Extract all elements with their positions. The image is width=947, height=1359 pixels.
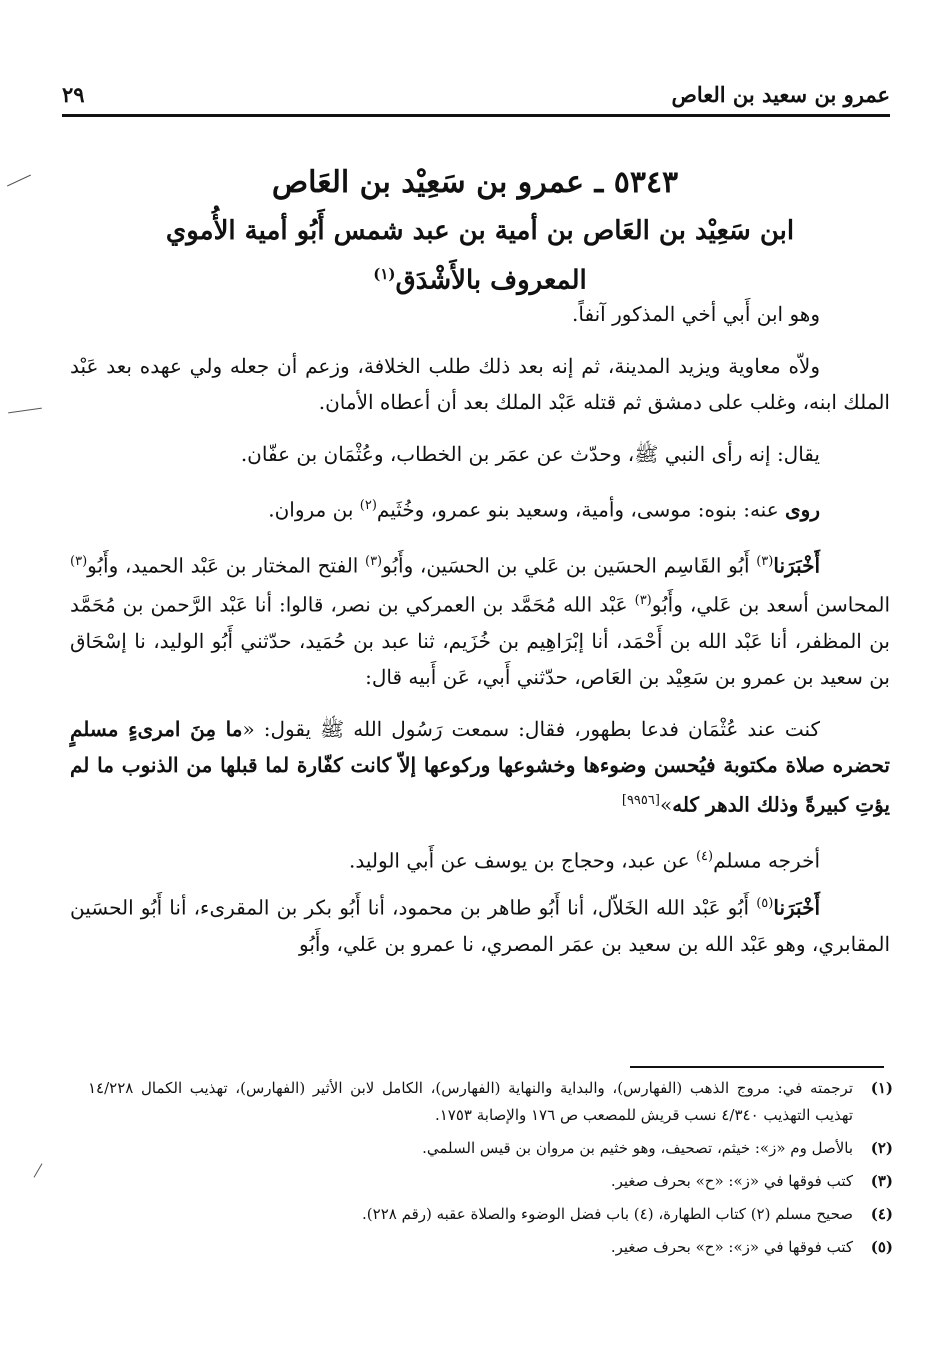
scan-mark xyxy=(7,175,31,187)
paragraph-lead: أَخْبَرَنا xyxy=(773,895,820,920)
paragraph-narrations: يقال: إنه رأى النبي ﷺ، وحدّث عن عمَر بن الخطاب، وعُثْمَان بن عفّان. xyxy=(240,442,820,466)
footnote-text: ترجمته في: مروج الذهب (الفهارس)، والبداية والنهاية (الفهارس)، الكامل لابن الأثير (الفهارس)، تهذيب الكمال ١٤/٢٢٨ تهذيب التهذيب ٤/٣٤٠ نسب قريش للمصعب ص ١٧٦ والإصابة ١٧٥٣. xyxy=(88,1079,853,1124)
footnote xyxy=(88,1168,893,1195)
footnote-ref: (٤) xyxy=(695,848,714,864)
footnote-ref: (١) xyxy=(373,265,396,283)
paragraph-intro: وهو ابن أَبي أخي المذكور آنفاً. xyxy=(572,302,820,326)
paragraph-text: عن عبد، وحجاج بن يوسف عن أَبي الوليد. xyxy=(349,848,696,873)
footnote-ref: (٣) xyxy=(364,553,383,569)
paragraph-isnad xyxy=(70,544,890,695)
paragraph-lead: أَخْبَرَنا xyxy=(773,553,820,578)
footnote-number: (٢) xyxy=(870,1139,893,1157)
paragraph-text: أَبُو عَبْد الله الخَلاّل، أنا أَبُو طاهر بن محمود، أنا أَبُو بكر بن المقرىء، أنا أَبُو الحسَين المقابري، وهو عَبْد الله بن سعيد بن عمَر المصري، نا عمرو بن عَلي، وأَبُو xyxy=(70,895,890,956)
footnote-ref: (٥) xyxy=(756,896,774,912)
footnote-ref: (٣) xyxy=(70,553,88,569)
scan-mark xyxy=(34,1163,43,1177)
paragraph-hadith xyxy=(70,711,890,823)
page-header xyxy=(62,78,890,117)
paragraph-text: أخرجه مسلم xyxy=(713,848,820,873)
hadith-number: [٩٩٥٦] xyxy=(621,792,660,808)
footnote-number: (٥) xyxy=(870,1238,893,1256)
footnote-text: بالأصل وم «ز»: خيثم، تصحيف، وهو خثيم بن مروان بن قيس السلمي. xyxy=(422,1139,853,1157)
paragraph-takhrij xyxy=(70,839,890,879)
hadith-close: » xyxy=(659,792,673,817)
entry-title: ٥٣٤٣ ـ عمرو بن سَعِيْد بن العَاص xyxy=(271,165,679,200)
hadith-text: ما مِنَ امرىءٍ مسلمٍ تحضره صلاة مكتوبة فيُحسن وضوءها وخشوعها وركوعها إلاّ كانت كفّارة لما قبلها من الذنوب ما لم يؤتِ كبيرةً وذلك الدهر كله xyxy=(70,716,890,817)
footnote-text: كتب فوقها في «ز»: «ح» بحرف صغير. xyxy=(610,1238,853,1256)
paragraph-transmitters xyxy=(70,488,890,528)
footnote xyxy=(88,1075,893,1129)
footnote-text: كتب فوقها في «ز»: «ح» بحرف صغير. xyxy=(610,1172,853,1190)
footnote-ref: (٢) xyxy=(359,498,377,513)
paragraph-lead: روى xyxy=(785,497,820,522)
paragraph-text: عَبْد الله مُحَمَّد بن العمركي بن نصر، قالوا: أنا عَبْد الرَّحمن بن مُحَمَّد بن المظفر، أنا عَبْد الله بن أَحْمَد، أنا إبْرَاهِيم بن خُزَيم، ثنا عبد بن حُمَيد، حدّثني أَبُو الوليد، نا إسْحَاق بن سعيد بن عمرو بن سَعِيْد بن العَاص، حدّثني أَبي، عَن أَبيه قال: xyxy=(70,592,890,689)
footnotes xyxy=(88,1075,893,1267)
footnote-divider xyxy=(630,1066,884,1068)
scan-mark xyxy=(8,408,42,414)
paragraph-isnad-2 xyxy=(70,886,890,962)
paragraph-text: عنه: بنوه: موسى، وأمية، وسعيد بنو عمرو، وخُثَيم xyxy=(376,497,786,522)
body-text xyxy=(70,296,890,978)
paragraph-text: بن مروان. xyxy=(268,497,360,522)
footnote-number: (٤) xyxy=(870,1205,893,1223)
entry-subtitle xyxy=(70,210,890,303)
footnote xyxy=(88,1201,893,1228)
subtitle-nickname: المعروف بالأَشْدَق xyxy=(395,265,587,296)
paragraph-text: أَبُو القَاسِم الحسَين بن عَلي بن الحسَين، وأَبُو xyxy=(382,553,757,578)
footnote-text: صحيح مسلم (٢) كتاب الطهارة، (٤) باب فضل الوضوء والصلاة عقبه (رقم ٢٢٨). xyxy=(362,1205,853,1223)
paragraph-biography: ولاّه معاوية ويزيد المدينة، ثم إنه بعد ذلك طلب الخلافة، وزعم أن جعله ولي عهده بعد عَبْد الملك ابنه، وغلب على دمشق ثم قتله عَبْد الملك بعد أن أعطاه الأمان. xyxy=(70,354,890,414)
running-title: عمرو بن سعيد بن العاص xyxy=(671,82,890,107)
paragraph-text: المحاسن أسعد بن عَلي، وأَبُو xyxy=(651,592,890,617)
footnote-ref: (٣) xyxy=(634,593,652,609)
page-number: ٢٩ xyxy=(62,82,85,107)
footnote-number: (٣) xyxy=(870,1172,893,1190)
paragraph-text: الفتح المختار بن عَبْد الحميد، وأَبُو xyxy=(87,553,365,578)
subtitle-line-1: ابن سَعِيْد بن العَاص بن أمية بن عبد شمس أَبُو أمية الأُموي xyxy=(165,216,795,246)
footnote-number: (١) xyxy=(870,1079,893,1097)
footnote xyxy=(88,1234,893,1261)
footnote xyxy=(88,1135,893,1162)
hadith-intro: كنت عند عُثْمَان فدعا بطهور، فقال: سمعت رَسُول الله ﷺ يقول: « xyxy=(242,716,821,741)
footnote-ref: (٣) xyxy=(756,553,774,569)
